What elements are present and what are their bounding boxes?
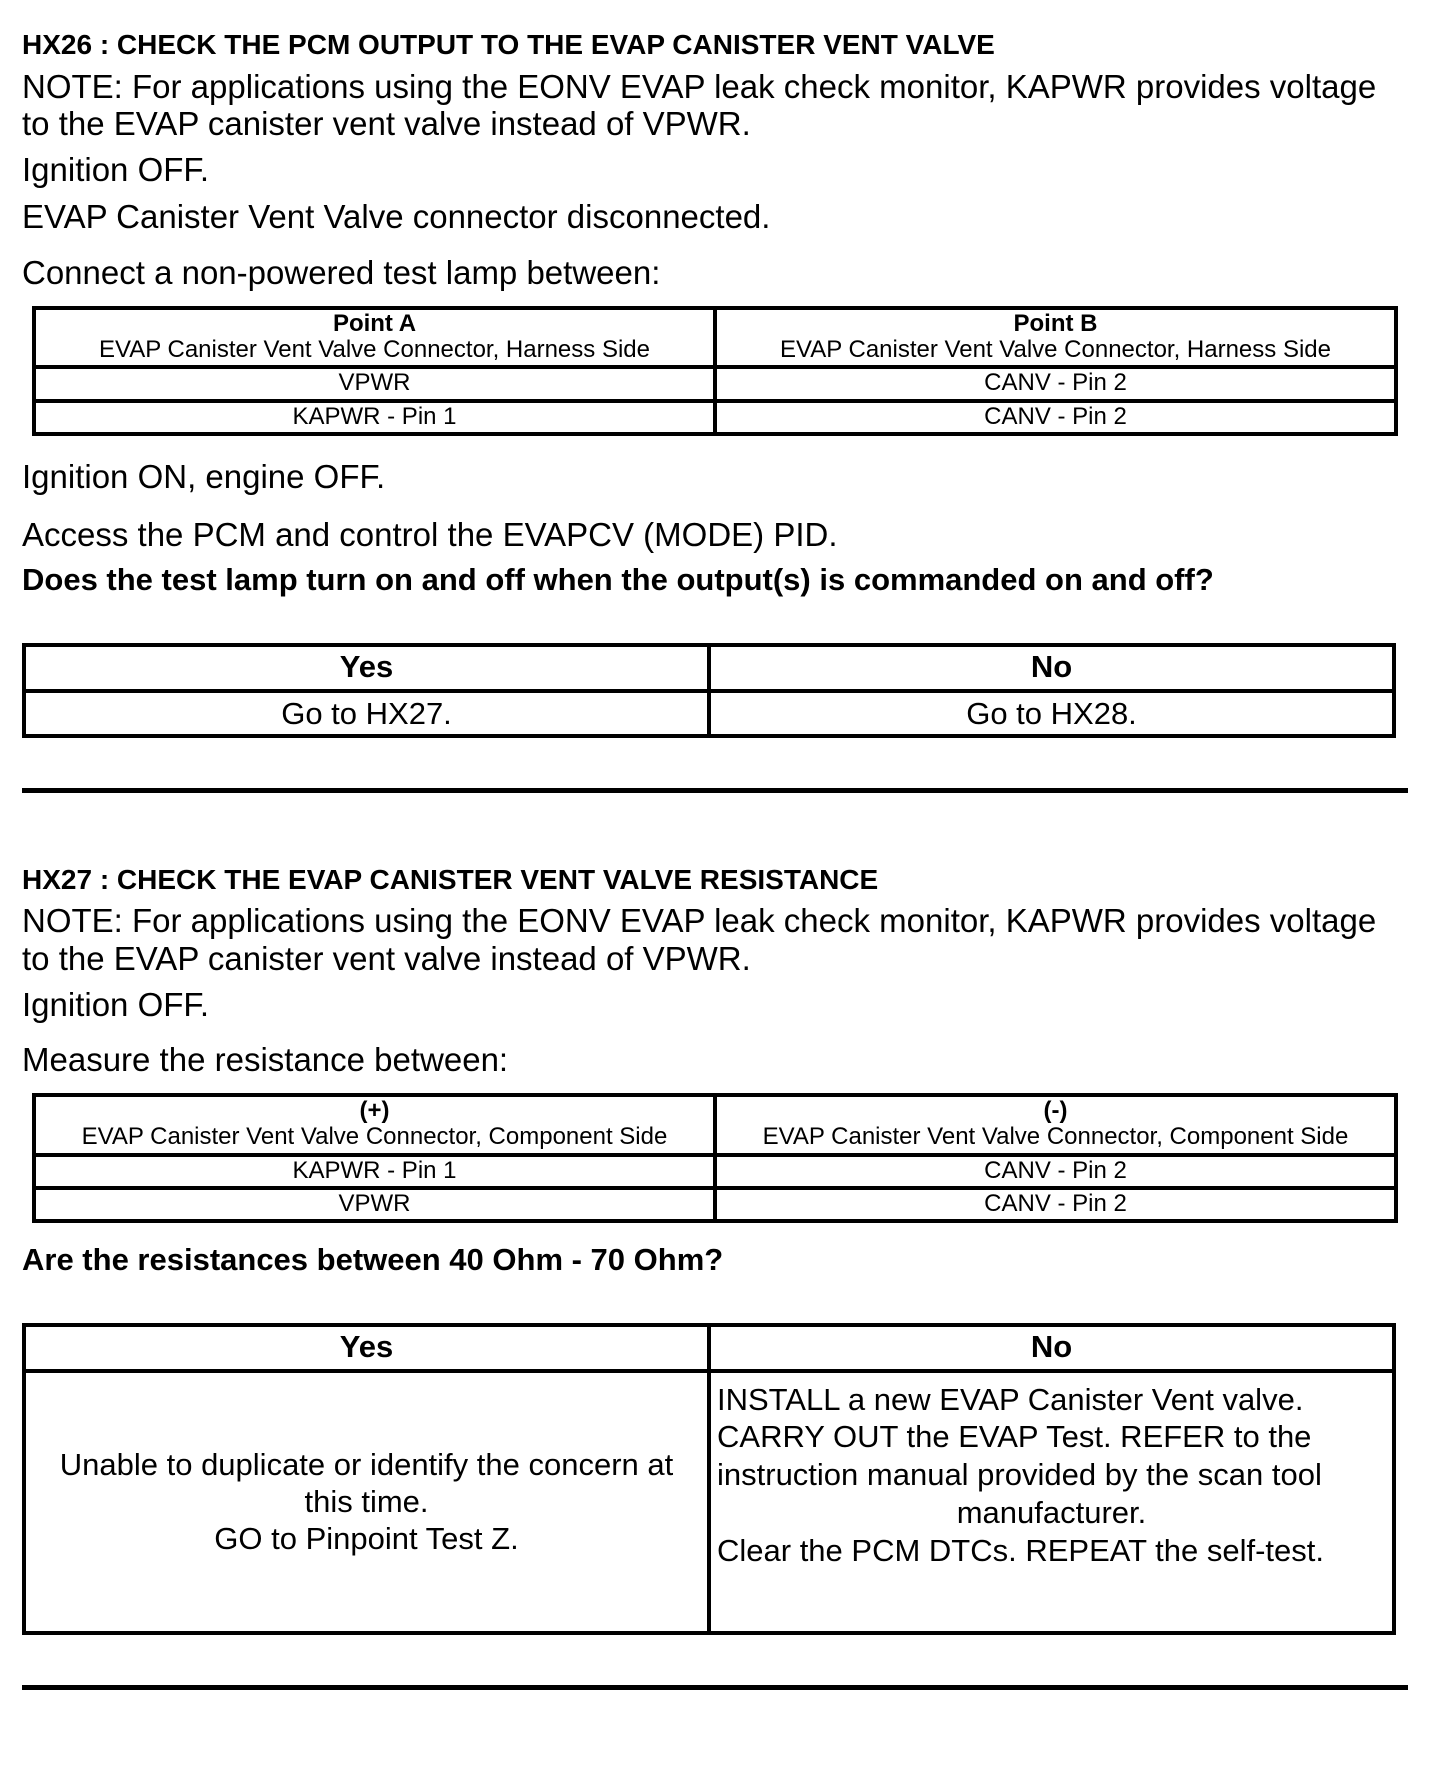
hx27-yes-action: [24, 1371, 709, 1633]
hx27-row2-b: CANV - Pin 2: [715, 1188, 1396, 1221]
hx27-minus-header: [715, 1095, 1396, 1155]
hx27-no-label: No: [709, 1325, 1394, 1371]
hx27-answer-table: [22, 1323, 1396, 1635]
table-row: [34, 1188, 1396, 1221]
hx26-question: Does the test lamp turn on and off when the output(s) is commanded on and off?: [22, 562, 1214, 598]
hx26-note: [22, 68, 1400, 143]
hx27-row1-b: CANV - Pin 2: [715, 1155, 1396, 1188]
hx26-row1-a: VPWR: [34, 367, 715, 400]
hx26-connector-disconnected: EVAP Canister Vent Valve connector disconnected.: [22, 198, 771, 236]
hx27-row1-a: KAPWR - Pin 1: [34, 1155, 715, 1188]
hx27-answer-action-row: [24, 1371, 1394, 1633]
hx26-point-b-sub: EVAP Canister Vent Valve Connector, Harness Side: [780, 336, 1331, 364]
hx27-note: [22, 902, 1400, 977]
hx26-ignition-on: Ignition ON, engine OFF.: [22, 458, 386, 496]
hx27-table-header-row: [34, 1095, 1396, 1155]
hx27-row2-a: VPWR: [34, 1188, 715, 1221]
hx27-no-line1: INSTALL a new EVAP Canister Vent valve.: [717, 1381, 1304, 1417]
hx26-point-a-sub: EVAP Canister Vent Valve Connector, Harness Side: [99, 336, 650, 364]
hx26-answer-table: [22, 643, 1396, 738]
hx27-minus-label: (-): [1043, 1096, 1068, 1124]
hx26-no-action: Go to HX28.: [709, 691, 1394, 736]
hx26-table-header-row: [34, 308, 1396, 368]
hx27-plus-sub: EVAP Canister Vent Valve Connector, Component Side: [81, 1123, 668, 1151]
hx27-plus-header: [34, 1095, 715, 1155]
hx27-answer-header-row: [24, 1325, 1394, 1371]
step-hx26: [22, 0, 1400, 793]
hx27-yes-line1: Unable to duplicate or identify the concern at: [59, 1446, 674, 1482]
hx26-no-label: No: [709, 645, 1394, 691]
hx26-yes-action: Go to HX27.: [24, 691, 709, 736]
hx26-connection-table: [32, 306, 1398, 437]
hx27-connection-table: [32, 1093, 1398, 1224]
hx26-row1-b: CANV - Pin 2: [715, 367, 1396, 400]
hx26-point-b-header: [715, 308, 1396, 368]
section-divider: [22, 1685, 1408, 1690]
hx27-yes-label: Yes: [24, 1325, 709, 1371]
hx26-note-line2: to the EVAP canister vent valve instead of VPWR.: [22, 105, 751, 143]
hx27-note-line1: NOTE: For applications using the EONV EVAP leak check monitor, KAPWR provides voltage: [22, 902, 1377, 940]
hx27-yes-line2: this time.: [304, 1483, 429, 1519]
hx26-access-instruction: Access the PCM and control the EVAPCV (MODE) PID.: [22, 515, 838, 553]
table-row: [34, 401, 1396, 434]
hx27-note-line2: to the EVAP canister vent valve instead of VPWR.: [22, 940, 751, 977]
hx26-note-line1: NOTE: For applications using the EONV EVAP leak check monitor, KAPWR provides voltage: [22, 67, 1377, 105]
hx27-minus-sub: EVAP Canister Vent Valve Connector, Component Side: [762, 1123, 1349, 1151]
hx26-ignition-off: Ignition OFF.: [22, 150, 210, 188]
hx26-connect-instruction: Connect a non-powered test lamp between:: [22, 254, 661, 292]
hx27-heading: HX27 : CHECK THE EVAP CANISTER VENT VALVE RESISTANCE: [22, 863, 879, 895]
hx27-no-line5: Clear the PCM DTCs. REPEAT the self-test.: [717, 1532, 1324, 1568]
hx27-plus-label: (+): [359, 1096, 390, 1124]
table-row: [34, 1155, 1396, 1188]
hx27-question: Are the resistances between 40 Ohm - 70 Ohm?: [22, 1242, 724, 1278]
hx26-row2-b: CANV - Pin 2: [715, 401, 1396, 434]
hx26-point-a-header: [34, 308, 715, 368]
step-hx27: [22, 793, 1400, 1690]
hx26-answer-action-row: [24, 691, 1394, 736]
hx26-heading: HX26 : CHECK THE PCM OUTPUT TO THE EVAP CANISTER VENT VALVE: [22, 29, 995, 60]
hx26-point-a-label: Point A: [332, 309, 417, 337]
hx27-no-line3: instruction manual provided by the scan tool: [717, 1457, 1322, 1493]
hx27-yes-line3: GO to Pinpoint Test Z.: [214, 1521, 519, 1557]
hx27-no-line2: CARRY OUT the EVAP Test. REFER to the: [717, 1419, 1312, 1455]
table-row: [34, 367, 1396, 400]
hx27-measure-instruction: Measure the resistance between:: [22, 1041, 509, 1079]
hx26-row2-a: KAPWR - Pin 1: [34, 401, 715, 434]
hx27-ignition-off: Ignition OFF.: [22, 985, 210, 1023]
hx26-point-b-label: Point B: [1013, 309, 1098, 337]
hx26-yes-label: Yes: [24, 645, 709, 691]
hx27-no-action: [709, 1371, 1394, 1633]
hx27-no-line4: manufacturer.: [956, 1495, 1147, 1531]
hx26-answer-header-row: [24, 645, 1394, 691]
